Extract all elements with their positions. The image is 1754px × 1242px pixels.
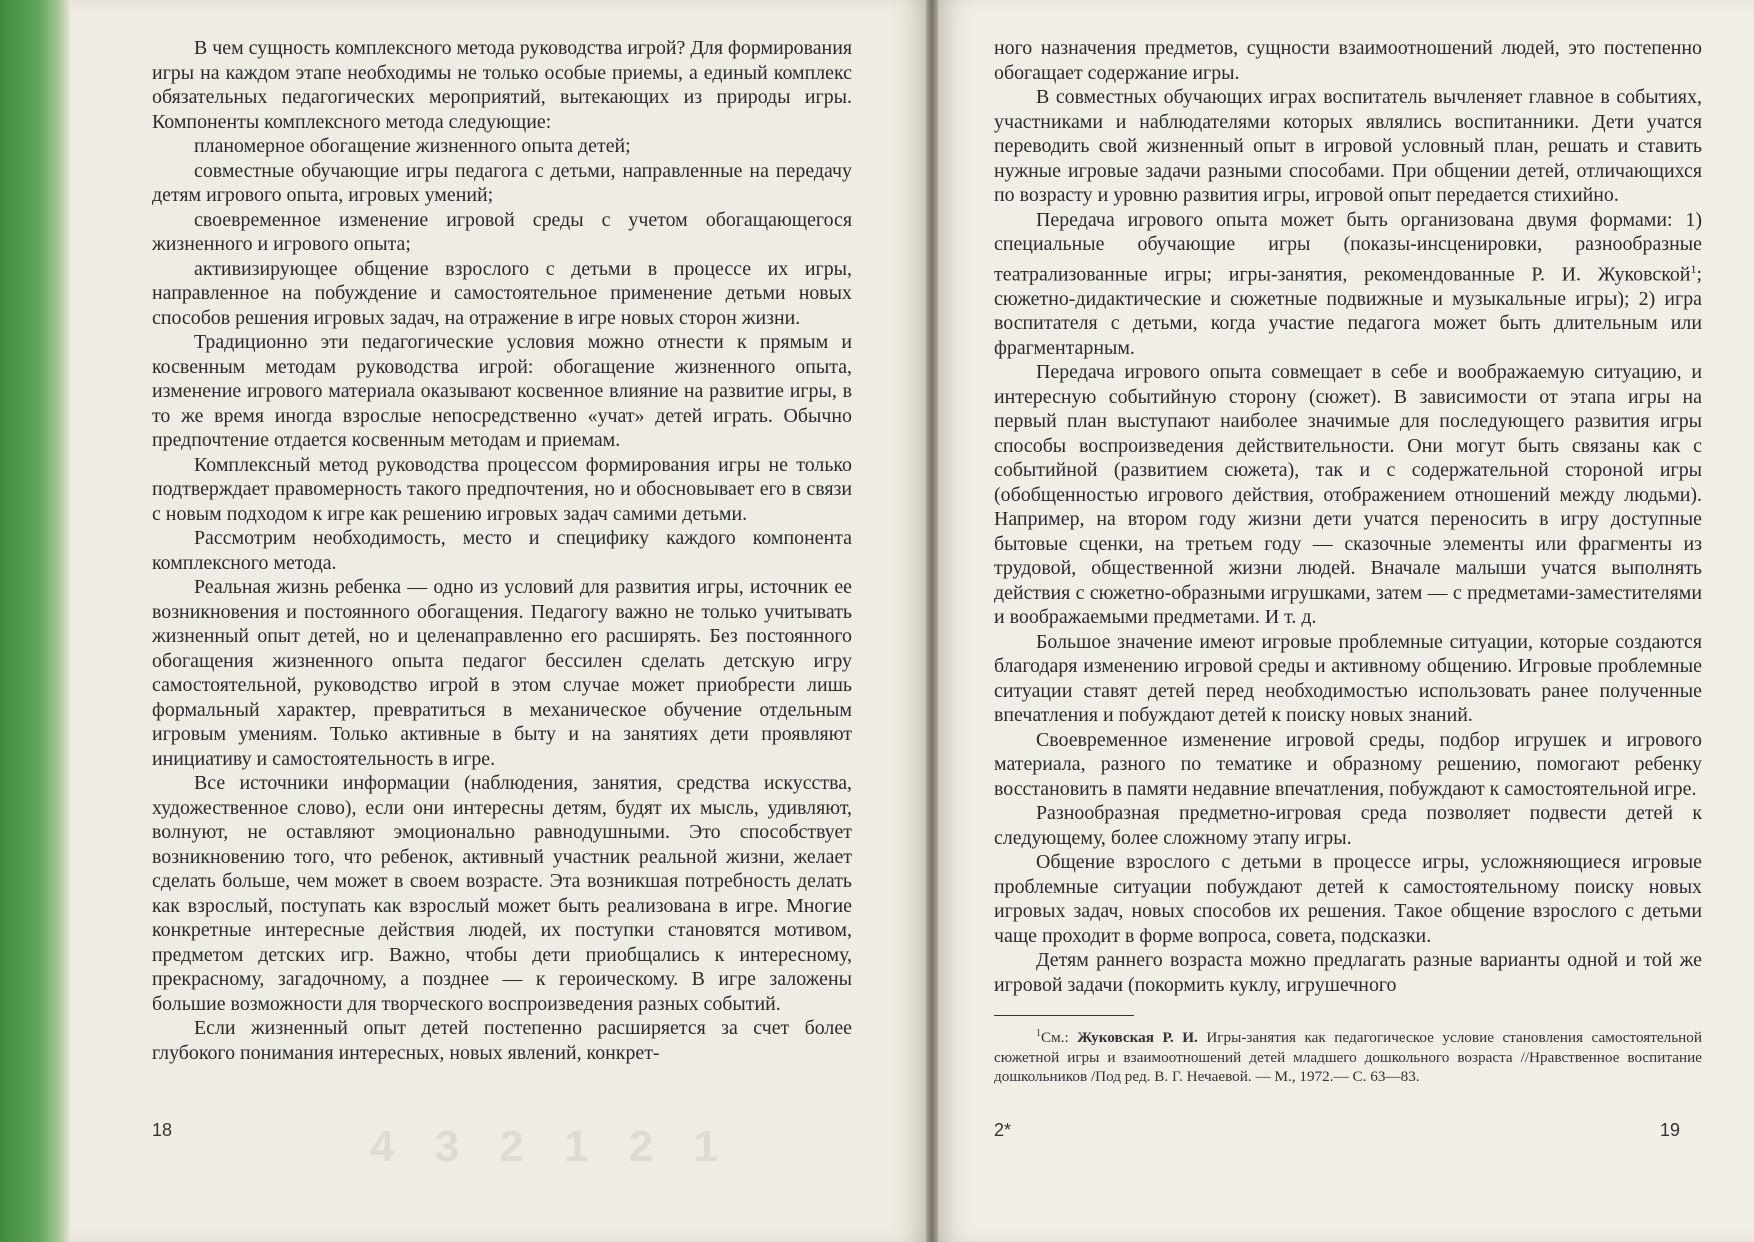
paragraph: Рассмотрим необходимость, место и специфику каждого компонента комплексного метода. — [152, 527, 852, 574]
footnote — [994, 1024, 1702, 1087]
footnote-marker: 1 — [1036, 1028, 1041, 1040]
list-item: активизирующее общение взрослого с детьми в процессе их игры, направленное на побуждение и самостоятельное применение детьми новых способов решения игровых задач, на отражение в игре новых сторон жизни. — [152, 257, 852, 329]
right-page-text — [994, 36, 1702, 1087]
paragraph: Все источники информации (наблюдения, занятия, средства искусства, художественное слово), если они интересны детям, будят их мысль, удивляют, волнуют, не оставляют эмоционально равнодушными. Это способствует возникновению того, что ребенок, активный участник реальной жизни, желает сделать больше, чем может в своем возрасте. Эта возникшая потребность делать как взрослый, поступать как взрослый может быть реализована в игре. Многие конкретные интересные действия людей, их поступки становятся мотивом, предметом детских игр. Важно, чтобы дети приобщались к интересному, прекрасному, загадочному, а позднее — к героическому. В игре заложены большие возможности для творческого воспроизведения разных событий. — [152, 772, 852, 1015]
paragraph: В совместных обучающих играх воспитатель вычленяет главное в событиях, участниками и наблюдателями которых являлись воспитанники. Дети учатся переводить свой жизненный опыт в игровой условный план, решать и ставить нужные игровые задачи разными способами. При общении детей, отличающихся по возрасту и уровню развития игры, игровой опыт передается стихийно. — [994, 86, 1702, 206]
footnote-author: Жуковская Р. И. — [1077, 1029, 1198, 1047]
paragraph: Своевременное изменение игровой среды, подбор игрушек и игрового материала, разного по тематике и образному решению, помогают ребенку восстановить в памяти недавние впечатления, побуждают к самостоятельной игре. — [994, 728, 1702, 800]
footnote-text: Игры-занятия как педагогическое условие становления самостоятельной сюжетной игры и взаимоотношений детей младшего дошкольного возраста //Нравственное воспитание дошкольников /Под ред. В. Г. Нечаевой. — М., 1972.— С. 63—83. — [994, 1029, 1703, 1086]
paragraph-text: Передача игрового опыта может быть организована двумя формами: 1) специальные обучающие игры (показы-инсценировки, разнообразные театрализованные игры; игры-занятия, рекомендованные Р. И. Жуковской — [994, 208, 1702, 286]
list-item: планомерное обогащение жизненного опыта детей; — [194, 135, 631, 157]
paragraph-continuation: ного назначения предметов, сущности взаимоотношений людей, это постепенно обогащает содержание игры. — [994, 37, 1702, 84]
list-item: совместные обучающие игры педагога с детьми, направленные на передачу детям игрового опыта, игровых умений; — [152, 159, 852, 206]
footnote-divider — [994, 1015, 1134, 1016]
paragraph: Если жизненный опыт детей постепенно расширяется за счет более глубокого понимания интересных, новых явлений, конкрет- — [152, 1017, 852, 1064]
paragraph: Комплексный метод руководства процессом формирования игры не только подтверждает правомерность такого предпочтения, но и обосновывает его в связи с новым подходом к игре как решению игровых задач самими детьми. — [152, 453, 852, 525]
paragraph: Детям раннего возраста можно предлагать разные варианты одной и той же игровой задачи (покормить куклу, игрушечного — [994, 949, 1702, 996]
book-cover-edge — [0, 0, 70, 1242]
paragraph — [994, 208, 1702, 361]
paragraph: Реальная жизнь ребенка — одно из условий для развития игры, источник ее возникновения и постоянного обогащения. Педагогу важно не только учитывать жизненный опыт детей, но и целенаправленно его расширять. Без постоянного обогащения жизненного опыта педагог бессилен сделать детскую игру самостоятельной, руководство игрой в этом случае может приобрести лишь формальный характер, превратиться в механическое обучение отдельным игровым умениям. Только активные в быту и на занятиях дети проявляют инициативу и самостоятельность в игре. — [152, 576, 852, 770]
footnote-marker: 1 — [1690, 261, 1697, 276]
page-number-right: 19 — [1660, 1120, 1681, 1140]
paragraph: В чем сущность комплексного метода руководства игрой? Для формирования игры на каждом этапе необходимы не только особые приемы, а единый комплекс обязательных педагогических мероприятий, вытекающих из природы игры. Компоненты комплексного метода следующие: — [152, 37, 852, 133]
paragraph: Большое значение имеют игровые проблемные ситуации, которые создаются благодаря изменению игровой среды и активному общению. Игровые проблемные ситуации ставят детей перед необходимостью использовать ранее полученные впечатления и побуждают детей к поиску новых знаний. — [994, 630, 1702, 727]
paragraph: Передача игрового опыта совмещает в себе и воображаемую ситуацию, и интересную событийную сторону (сюжет). В зависимости от этапа игры на первый план выступают наиболее значимые для последующего развития игры способы воспроизведения действительности. Они могут быть связаны как с событийной (развитием сюжета), так и с содержательной стороной игры (обобщенностью игрового действия, отображением отношений между людьми). Например, на втором году жизни дети учатся переносить в игру доступные бытовые сценки, на третьем году — сказочные элементы или фрагменты из трудовой, общественной жизни людей. Вначале малыши учатся выполнять действия с сюжетно-образными игрушками, затем — с предметами-заместителями и воображаемыми предметами. И т. д. — [994, 361, 1702, 629]
paragraph: Разнообразная предметно-игровая среда позволяет подвести детей к следующему, более сложному этапу игры. — [994, 802, 1702, 849]
paragraph: Традиционно эти педагогические условия можно отнести к прямым и косвенным методам руководства игрой: обогащение жизненного опыта, изменение игрового материала оказывают косвенное влияние на развитие игры, в то же время иногда взрослые непосредственно «учат» детей играть. Обычно предпочтение отдается косвенным методам и приемам. — [152, 331, 852, 451]
signature-mark: 2* — [994, 1120, 1012, 1140]
paragraph: Общение взрослого с детьми в процессе игры, усложняющиеся игровые проблемные ситуации побуждают детей к самостоятельному поиску новых игровых задач, новых способов их решения. Такое общение взрослого с детьми чаще проходит в форме вопроса, совета, подсказки. — [994, 851, 1702, 947]
page-number-left: 18 — [152, 1120, 173, 1140]
book-gutter — [926, 0, 938, 1242]
left-page-text — [152, 36, 852, 1065]
right-page — [932, 0, 1754, 1242]
library-stamp: 4 3 2 1 2 1 — [370, 1122, 732, 1171]
paragraph-text: ; сюжетно-дидактические и сюжетные подвижные и музыкальные игры); 2) игра воспитателя с детьми, когда участие педагога может быть длительным или фрагментарным. — [994, 263, 1702, 359]
list-item: своевременное изменение игровой среды с учетом обогащающегося жизненного и игрового опыта; — [152, 208, 852, 255]
left-page — [70, 0, 932, 1242]
footnote-prefix: См.: — [1041, 1029, 1078, 1047]
